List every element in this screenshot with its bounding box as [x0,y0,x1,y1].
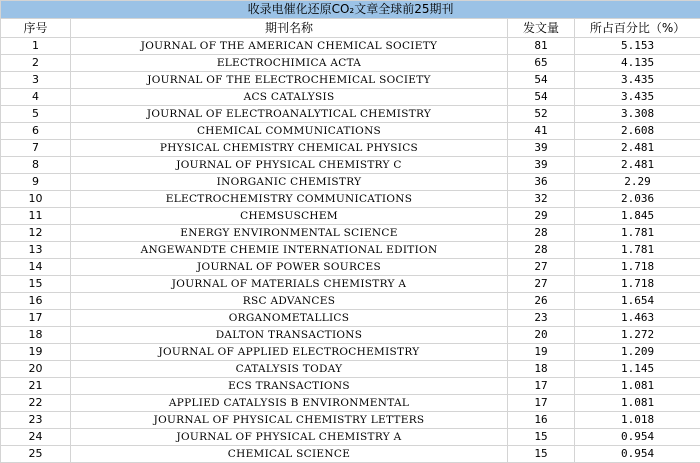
cell-count[interactable]: 27 [508,276,575,293]
cell-count[interactable]: 17 [508,395,575,412]
cell-journal[interactable]: CATALYSIS TODAY [71,361,508,378]
cell-percent[interactable]: 1.781 [575,242,700,259]
cell-percent[interactable]: 1.718 [575,276,700,293]
header-index[interactable]: 序号 [1,19,71,38]
cell-journal[interactable]: CHEMICAL SCIENCE [71,446,508,463]
cell-index[interactable]: 11 [1,208,71,225]
cell-journal[interactable]: CHEMICAL COMMUNICATIONS [71,123,508,140]
cell-count[interactable]: 81 [508,38,575,55]
cell-journal[interactable]: ORGANOMETALLICS [71,310,508,327]
header-journal[interactable]: 期刊名称 [71,19,508,38]
cell-journal[interactable]: JOURNAL OF THE AMERICAN CHEMICAL SOCIETY [71,38,508,55]
cell-percent[interactable]: 3.308 [575,106,700,123]
cell-journal[interactable]: DALTON TRANSACTIONS [71,327,508,344]
cell-journal[interactable]: PHYSICAL CHEMISTRY CHEMICAL PHYSICS [71,140,508,157]
cell-percent[interactable]: 1.145 [575,361,700,378]
cell-index[interactable]: 7 [1,140,71,157]
cell-index[interactable]: 19 [1,344,71,361]
header-percent[interactable]: 所占百分比（%） [575,19,700,38]
table-row [1,191,700,208]
table-row [1,446,700,463]
cell-percent[interactable]: 5.153 [575,38,700,55]
cell-count[interactable]: 15 [508,429,575,446]
cell-journal[interactable]: RSC ADVANCES [71,293,508,310]
table-row [1,327,700,344]
cell-count[interactable]: 28 [508,225,575,242]
cell-percent[interactable]: 1.018 [575,412,700,429]
cell-index[interactable]: 1 [1,38,71,55]
cell-percent[interactable]: 3.435 [575,72,700,89]
table-row [1,344,700,361]
cell-percent[interactable]: 1.272 [575,327,700,344]
table-row [1,310,700,327]
cell-percent[interactable]: 2.29 [575,174,700,191]
cell-count[interactable]: 23 [508,310,575,327]
cell-index[interactable]: 10 [1,191,71,208]
cell-index[interactable]: 2 [1,55,71,72]
cell-count[interactable]: 41 [508,123,575,140]
table-row [1,106,700,123]
cell-journal[interactable]: ECS TRANSACTIONS [71,378,508,395]
table-row [1,429,700,446]
table-row [1,378,700,395]
cell-journal[interactable]: JOURNAL OF THE ELECTROCHEMICAL SOCIETY [71,72,508,89]
cell-index[interactable]: 24 [1,429,71,446]
header-count[interactable]: 发文量 [508,19,575,38]
cell-count[interactable]: 29 [508,208,575,225]
cell-percent[interactable]: 2.036 [575,191,700,208]
table-row [1,174,700,191]
cell-index[interactable]: 17 [1,310,71,327]
cell-percent[interactable]: 0.954 [575,446,700,463]
cell-journal[interactable]: JOURNAL OF POWER SOURCES [71,259,508,276]
cell-index[interactable]: 15 [1,276,71,293]
cell-percent[interactable]: 1.718 [575,259,700,276]
table-row [1,242,700,259]
cell-percent[interactable]: 1.081 [575,378,700,395]
table-row [1,208,700,225]
cell-journal[interactable]: ENERGY ENVIRONMENTAL SCIENCE [71,225,508,242]
cell-count[interactable]: 54 [508,89,575,106]
cell-percent[interactable]: 1.845 [575,208,700,225]
cell-percent[interactable]: 1.209 [575,344,700,361]
table-row [1,140,700,157]
cell-count[interactable]: 65 [508,55,575,72]
table-row [1,55,700,72]
cell-journal[interactable]: ANGEWANDTE CHEMIE INTERNATIONAL EDITION [71,242,508,259]
header-row [1,19,700,38]
cell-journal[interactable]: JOURNAL OF PHYSICAL CHEMISTRY C [71,157,508,174]
table-row [1,89,700,106]
cell-count[interactable]: 36 [508,174,575,191]
cell-index[interactable]: 20 [1,361,71,378]
cell-percent[interactable]: 4.135 [575,55,700,72]
cell-count[interactable]: 19 [508,344,575,361]
table-row [1,276,700,293]
cell-index[interactable]: 16 [1,293,71,310]
cell-index[interactable]: 21 [1,378,71,395]
table-row [1,157,700,174]
cell-percent[interactable]: 0.954 [575,429,700,446]
table-row [1,123,700,140]
cell-index[interactable]: 23 [1,412,71,429]
cell-count[interactable]: 20 [508,327,575,344]
cell-count[interactable]: 16 [508,412,575,429]
cell-percent[interactable]: 1.463 [575,310,700,327]
cell-journal[interactable]: APPLIED CATALYSIS B ENVIRONMENTAL [71,395,508,412]
cell-journal[interactable]: ACS CATALYSIS [71,89,508,106]
cell-percent[interactable]: 2.481 [575,140,700,157]
cell-count[interactable]: 27 [508,259,575,276]
cell-index[interactable]: 18 [1,327,71,344]
cell-count[interactable]: 52 [508,106,575,123]
cell-journal[interactable]: JOURNAL OF PHYSICAL CHEMISTRY LETTERS [71,412,508,429]
table-row [1,38,700,55]
cell-percent[interactable]: 3.435 [575,89,700,106]
cell-percent[interactable]: 1.654 [575,293,700,310]
cell-count[interactable]: 17 [508,378,575,395]
cell-index[interactable]: 22 [1,395,71,412]
cell-journal[interactable]: JOURNAL OF ELECTROANALYTICAL CHEMISTRY [71,106,508,123]
cell-index[interactable]: 13 [1,242,71,259]
cell-percent[interactable]: 1.081 [575,395,700,412]
table-row [1,412,700,429]
table-row [1,395,700,412]
cell-count[interactable]: 28 [508,242,575,259]
table-row [1,293,700,310]
cell-count[interactable]: 26 [508,293,575,310]
cell-journal[interactable]: INORGANIC CHEMISTRY [71,174,508,191]
cell-index[interactable]: 14 [1,259,71,276]
cell-percent[interactable]: 2.608 [575,123,700,140]
cell-index[interactable]: 5 [1,106,71,123]
cell-index[interactable]: 9 [1,174,71,191]
cell-percent[interactable]: 1.781 [575,225,700,242]
cell-journal[interactable]: CHEMSUSCHEM [71,208,508,225]
cell-journal[interactable]: ELECTROCHIMICA ACTA [71,55,508,72]
cell-count[interactable]: 18 [508,361,575,378]
cell-count[interactable]: 54 [508,72,575,89]
table-row [1,259,700,276]
cell-index[interactable]: 12 [1,225,71,242]
cell-count[interactable]: 39 [508,140,575,157]
cell-journal[interactable]: JOURNAL OF APPLIED ELECTROCHEMISTRY [71,344,508,361]
cell-count[interactable]: 15 [508,446,575,463]
cell-journal[interactable]: JOURNAL OF MATERIALS CHEMISTRY A [71,276,508,293]
cell-index[interactable]: 6 [1,123,71,140]
table-title[interactable]: 收录电催化还原CO₂文章全球前25期刊 [1,1,700,19]
cell-journal[interactable]: ELECTROCHEMISTRY COMMUNICATIONS [71,191,508,208]
cell-journal[interactable]: JOURNAL OF PHYSICAL CHEMISTRY A [71,429,508,446]
cell-count[interactable]: 32 [508,191,575,208]
table-row [1,225,700,242]
cell-index[interactable]: 3 [1,72,71,89]
cell-percent[interactable]: 2.481 [575,157,700,174]
cell-index[interactable]: 4 [1,89,71,106]
cell-count[interactable]: 39 [508,157,575,174]
table-row [1,72,700,89]
table-row [1,361,700,378]
cell-index[interactable]: 8 [1,157,71,174]
cell-index[interactable]: 25 [1,446,71,463]
